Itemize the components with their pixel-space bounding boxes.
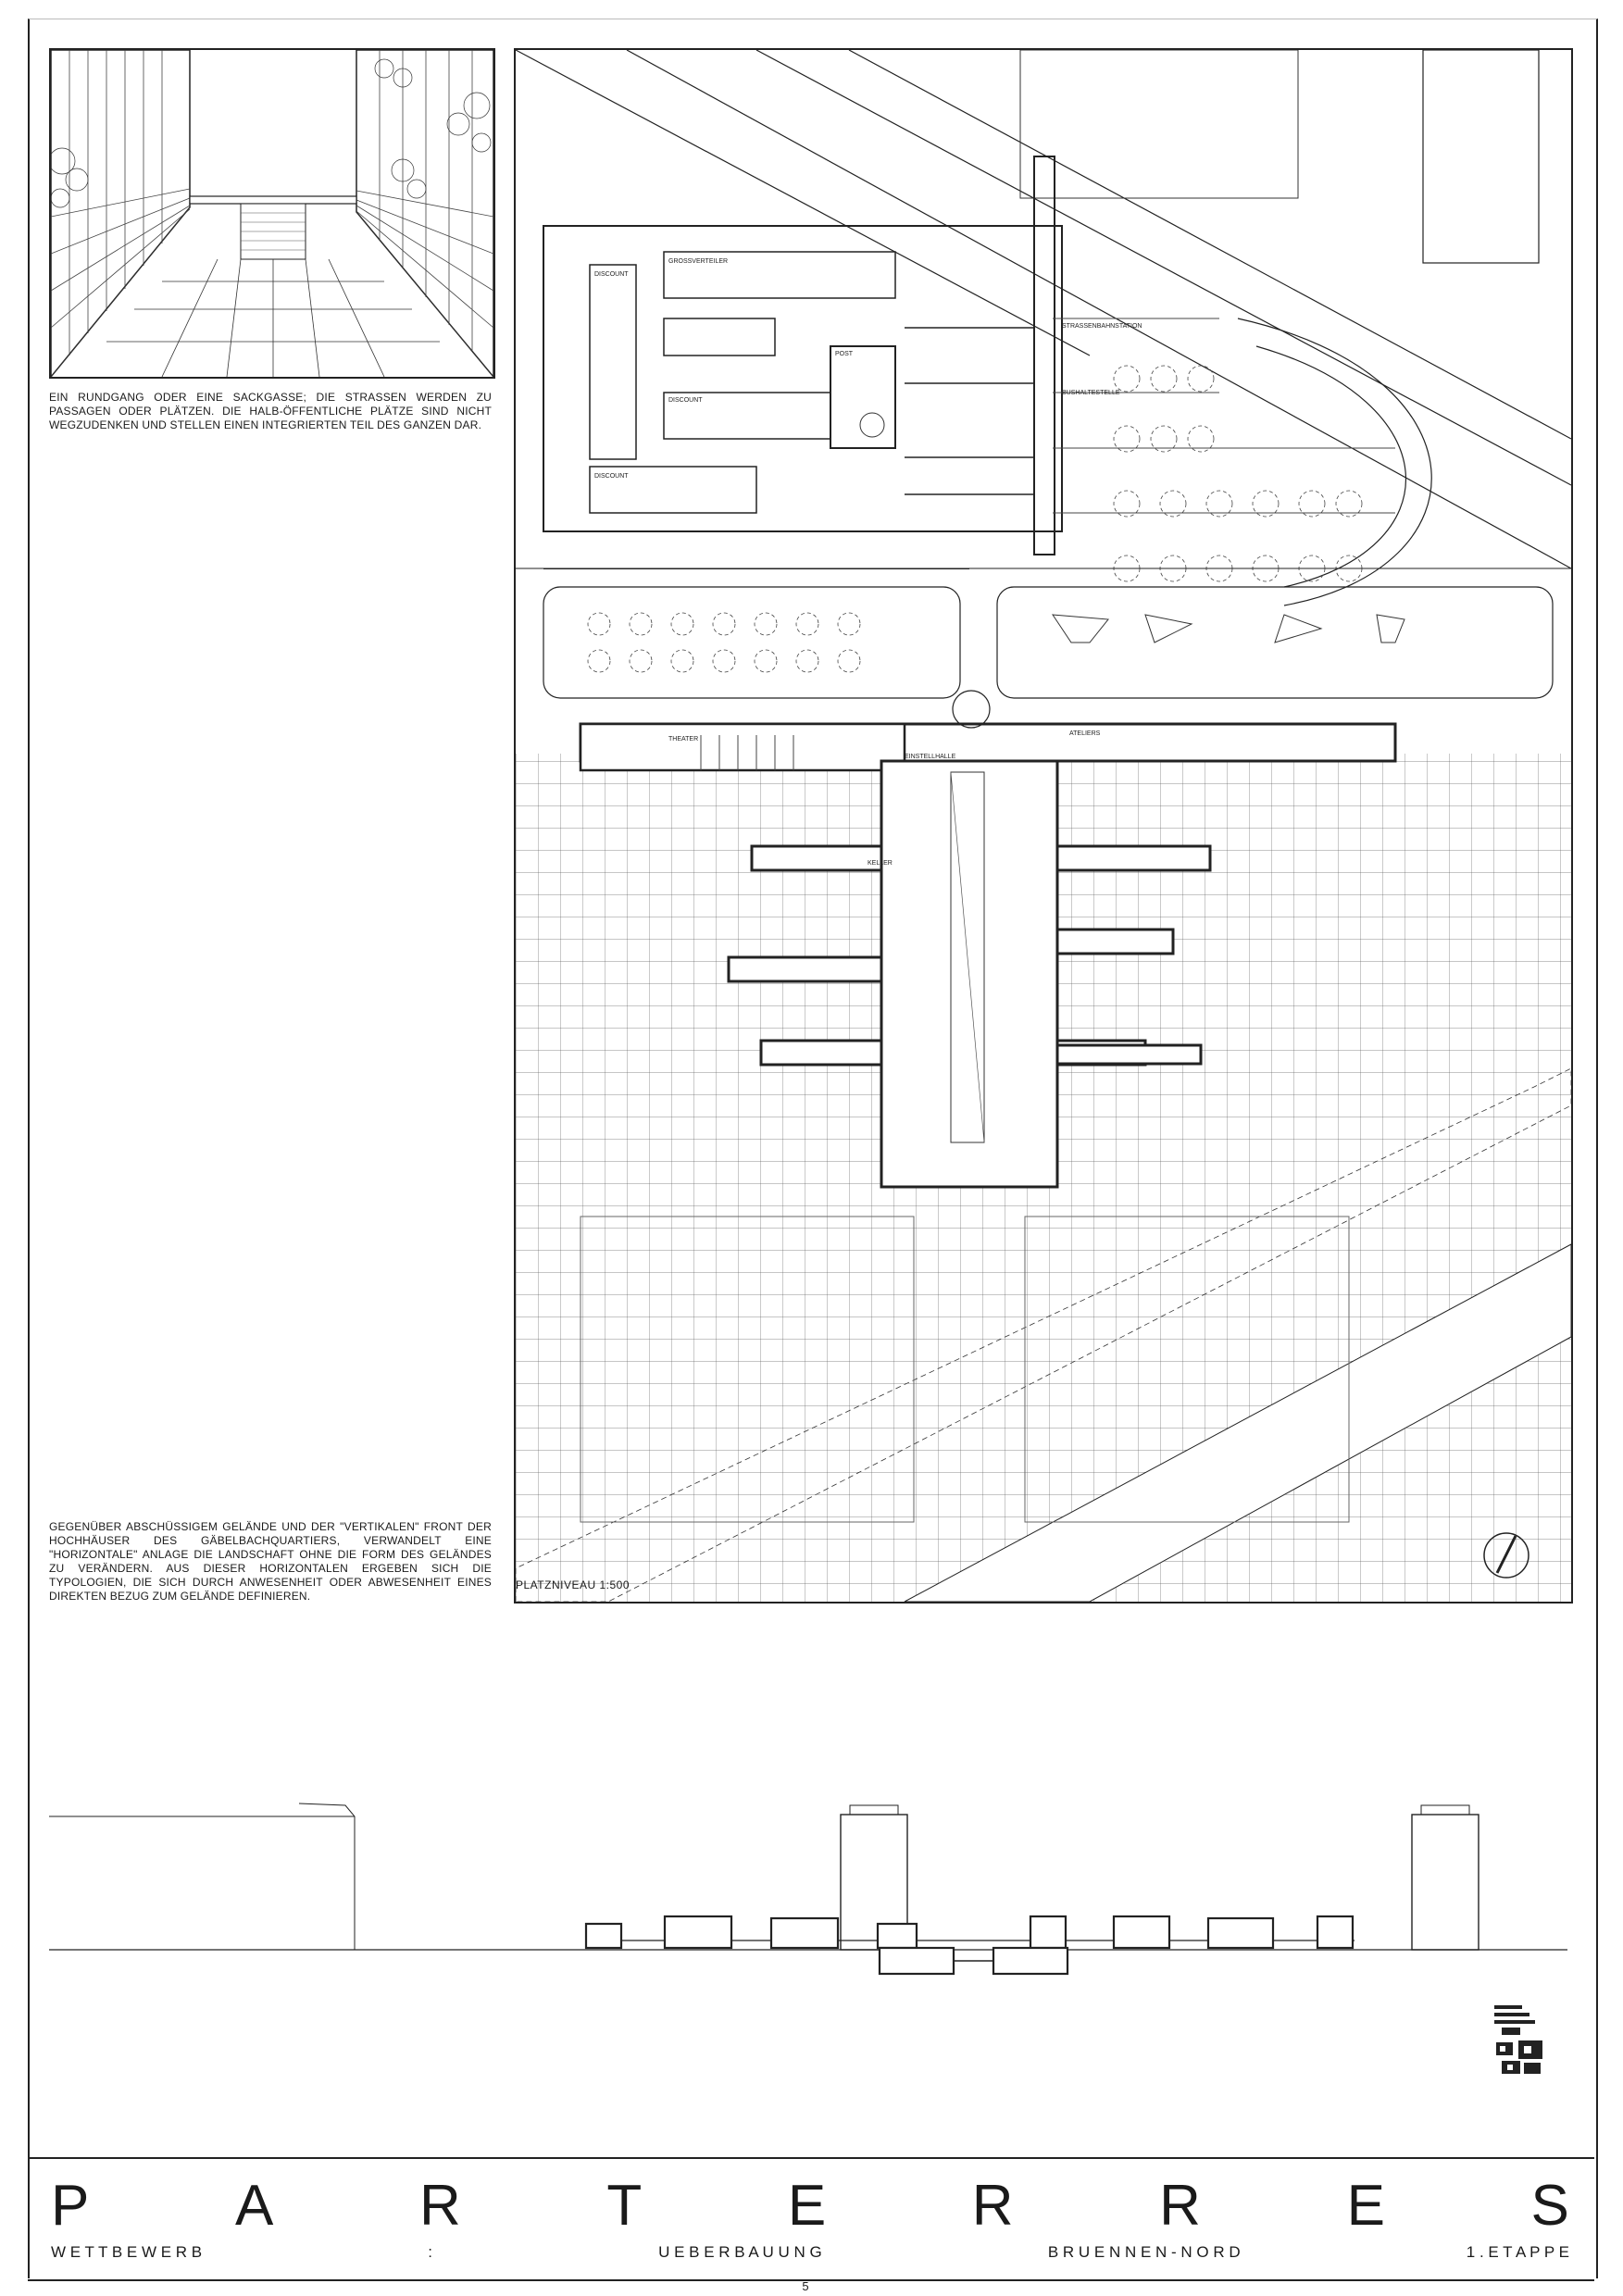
perspective-caption: EIN RUNDGANG ODER EINE SACKGASSE; DIE STRASSEN WERDEN ZU PASSAGEN ODER PLÄTZEN. DIE HALB-ÖFFENTLICHE PLÄTZE SIND NICHT WEGZUDENKEN UND STELLEN EINEN INTEGRIERTEN TEIL DES GANZEN DAR. [49, 391, 492, 431]
page-number: 5 [802, 2279, 809, 2293]
site-section [49, 1778, 1567, 2000]
subtitle-word: : [428, 2243, 432, 2261]
section-drawing [49, 1778, 1567, 2000]
subtitle-word: W E T T B E W E R B [51, 2243, 203, 2261]
street-perspective-sketch [51, 50, 493, 377]
label-grossverteiler: GROSSVERTEILER [668, 258, 729, 265]
label-theater: THEATER [668, 736, 699, 742]
project-title [51, 2174, 1569, 2239]
label-keller: KELLER [868, 860, 893, 867]
subtitle-word: 1 . E T A P P E [1466, 2243, 1569, 2261]
title-letter: S [1530, 2174, 1569, 2238]
landscape-caption: GEGENÜBER ABSCHÜSSIGEM GELÄNDE UND DER "VERTIKALEN" FRONT DER HOCHHÄUSER DES GÄBELBACHQUARTIERS, VERWANDELT EINE "HORIZONTALE" ANLAGE DIE LANDSCHAFT OHNE DIE FORM DES GELÄNDES ZU VERÄNDERN. AUS DIESER HORIZONTALEN ERGEBEN SICH DIE TYPOLOGIEN, DIE SICH DURCH ANWESENHEIT ODER ABWESENHEIT EINES DIREKTEN BEZUG ZUM GELÄNDE DEFINIEREN. [49, 1520, 492, 1603]
label-ateliers: ATELIERS [1069, 730, 1101, 737]
site-plan [514, 48, 1573, 1603]
title-letter: R [418, 2174, 461, 2238]
title-letter: R [1159, 2174, 1201, 2238]
site-key-icon [1492, 2002, 1548, 2079]
label-post: POST [835, 351, 854, 357]
label-einstellhalle: EINSTELLHALLE [905, 754, 956, 760]
title-letter: E [787, 2174, 827, 2238]
title-letter: R [971, 2174, 1014, 2238]
label-discount-3: DISCOUNT [594, 473, 629, 480]
site-plan-drawing [516, 50, 1571, 1602]
title-letter: P [51, 2174, 90, 2238]
title-letter: E [1346, 2174, 1385, 2238]
label-strassenbahn: STRASSENBAHNSTATION [1062, 323, 1142, 330]
title-letter: A [234, 2174, 274, 2238]
plan-scale-label: PLATZNIVEAU 1:500 [516, 1578, 630, 1591]
title-letter: T [606, 2174, 643, 2238]
perspective-drawing [49, 48, 495, 379]
label-discount-1: DISCOUNT [594, 271, 629, 278]
title-rule-top [28, 2157, 1594, 2159]
label-bushaltestelle: BUSHALTESTELLE [1062, 390, 1120, 396]
subtitle-word: U E B E R B A U U N G [658, 2243, 822, 2261]
label-discount-2: DISCOUNT [668, 397, 703, 404]
subtitle-word: B R U E N N E N - N O R D [1047, 2243, 1241, 2261]
project-subtitle [51, 2243, 1569, 2262]
